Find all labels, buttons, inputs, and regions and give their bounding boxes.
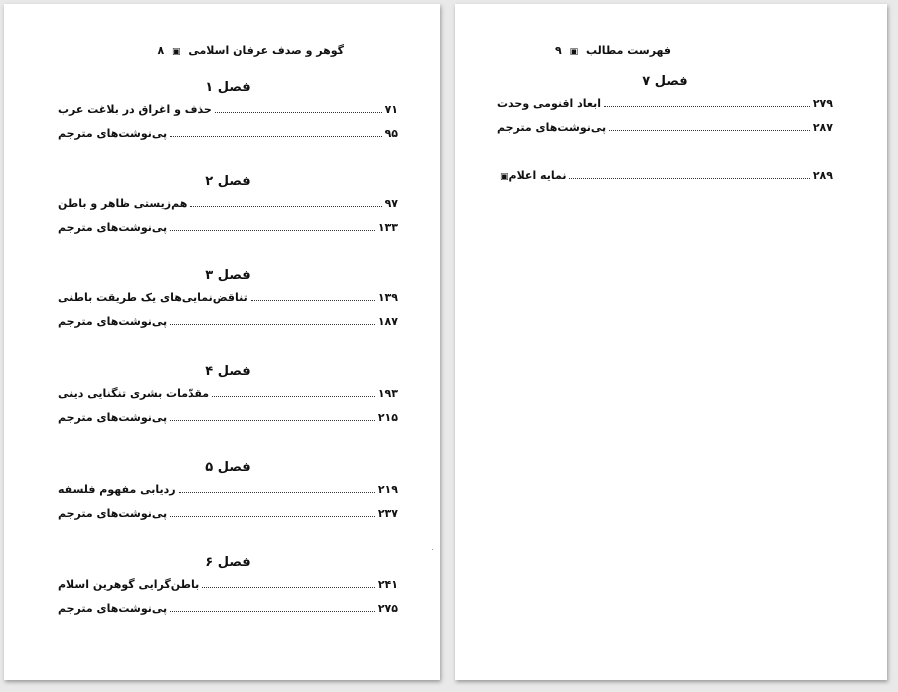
entry-page: ۱۳۳	[377, 221, 398, 234]
dot-leader	[170, 312, 375, 325]
chapter-title: فصل ۳	[205, 268, 251, 283]
entry-title: پی‌نوشت‌های مترجم	[58, 507, 168, 520]
toc-entry[interactable]	[58, 406, 398, 430]
index-label: نمایه اعلام	[508, 169, 567, 182]
toc-entry[interactable]	[58, 597, 398, 621]
entry-page: ۲۴۱	[377, 578, 398, 591]
entry-page: ۱۸۷	[377, 315, 398, 328]
dot-leader	[170, 124, 381, 137]
entry-page: ۹۷	[384, 197, 398, 210]
toc-entry[interactable]	[58, 98, 398, 122]
toc-entry[interactable]	[58, 286, 398, 310]
entry-title: باطن‌گرایی گوهرین اسلام	[58, 578, 200, 591]
dot-leader	[202, 575, 375, 588]
book-title: گوهر و صدف عرفان اسلامی	[188, 44, 344, 57]
dot-leader	[569, 166, 809, 179]
page-number: ۹	[555, 44, 562, 57]
toc-entry[interactable]	[58, 382, 398, 406]
dot-leader	[170, 504, 375, 517]
section-title: فهرست مطالب	[585, 44, 671, 57]
toc-entry-index[interactable]	[497, 164, 833, 188]
dot-leader	[170, 408, 375, 421]
entry-page: ۱۹۳	[377, 387, 398, 400]
dot-leader	[251, 288, 375, 301]
dot-leader	[170, 599, 375, 612]
entry-title: پی‌نوشت‌های مترجم	[58, 221, 168, 234]
entry-title: هم‌زیستی ظاهر و باطن	[58, 197, 188, 210]
dot-leader	[215, 100, 382, 113]
chapter-7	[455, 72, 887, 140]
entry-page: ۲۷۵	[377, 602, 398, 615]
chapter-2	[4, 172, 440, 240]
chapter-title: فصل ۵	[205, 460, 251, 475]
entry-page: ۷۱	[384, 103, 398, 116]
entry-page: ۲۱۵	[377, 411, 398, 424]
dot-leader	[604, 94, 810, 107]
entry-title	[497, 164, 566, 189]
toc-entry[interactable]	[58, 216, 398, 240]
entry-page: ۲۸۷	[812, 121, 833, 134]
toc-entry[interactable]	[58, 122, 398, 146]
entry-page: ۲۳۷	[377, 507, 398, 520]
scan-speck	[432, 549, 433, 550]
entry-title: ردیابی مفهوم فلسفه	[58, 483, 176, 496]
left-page	[4, 4, 440, 680]
entry-page: ۹۵	[384, 127, 398, 140]
square-marker-icon: ▣	[172, 47, 181, 57]
index-section	[455, 164, 887, 188]
entry-title: پی‌نوشت‌های مترجم	[58, 127, 168, 140]
entry-title: مقدّمات بشری تنگنایی دینی	[58, 387, 210, 400]
entry-page: ۲۷۹	[812, 97, 833, 110]
entry-title: پی‌نوشت‌های مترجم	[58, 315, 168, 328]
chapter-title: فصل ۲	[205, 174, 251, 189]
entry-page: ۱۳۹	[377, 291, 398, 304]
entry-title: پی‌نوشت‌های مترجم	[58, 602, 168, 615]
chapter-6	[4, 553, 440, 621]
toc-entry[interactable]	[497, 92, 833, 116]
running-head-left	[157, 44, 344, 57]
right-page	[455, 4, 887, 680]
entry-title: ابعاد اقنومی وحدت	[497, 97, 602, 110]
chapter-3	[4, 266, 440, 334]
chapter-title: فصل ۷	[642, 74, 688, 89]
dot-leader	[170, 218, 375, 231]
dot-leader	[190, 194, 381, 207]
entry-page: ۲۱۹	[377, 483, 398, 496]
toc-entry[interactable]	[58, 573, 398, 597]
entry-title: پی‌نوشت‌های مترجم	[497, 121, 607, 134]
dot-leader	[212, 384, 375, 397]
dot-leader	[179, 480, 375, 493]
toc-entry[interactable]	[58, 192, 398, 216]
square-marker-icon: ▣	[569, 47, 579, 57]
toc-entry[interactable]	[58, 478, 398, 502]
entry-page: ۲۸۹	[812, 169, 833, 182]
chapter-title: فصل ۶	[205, 555, 251, 570]
running-head-right	[555, 44, 671, 57]
chapter-4	[4, 362, 440, 430]
entry-title: تناقض‌نمایی‌های یک طریقت باطنی	[58, 291, 248, 304]
entry-title: پی‌نوشت‌های مترجم	[58, 411, 168, 424]
chapter-1	[4, 78, 440, 146]
square-marker-icon: ▣	[500, 172, 509, 182]
page-number: ۸	[157, 44, 165, 57]
toc-entry[interactable]	[58, 502, 398, 526]
toc-entry[interactable]	[497, 116, 833, 140]
chapter-title: فصل ۱	[205, 80, 251, 95]
chapter-title: فصل ۴	[205, 364, 251, 379]
entry-title: حذف و اغراق در بلاغت عرب	[58, 103, 212, 116]
dot-leader	[609, 118, 810, 131]
toc-entry[interactable]	[58, 310, 398, 334]
chapter-5	[4, 458, 440, 526]
